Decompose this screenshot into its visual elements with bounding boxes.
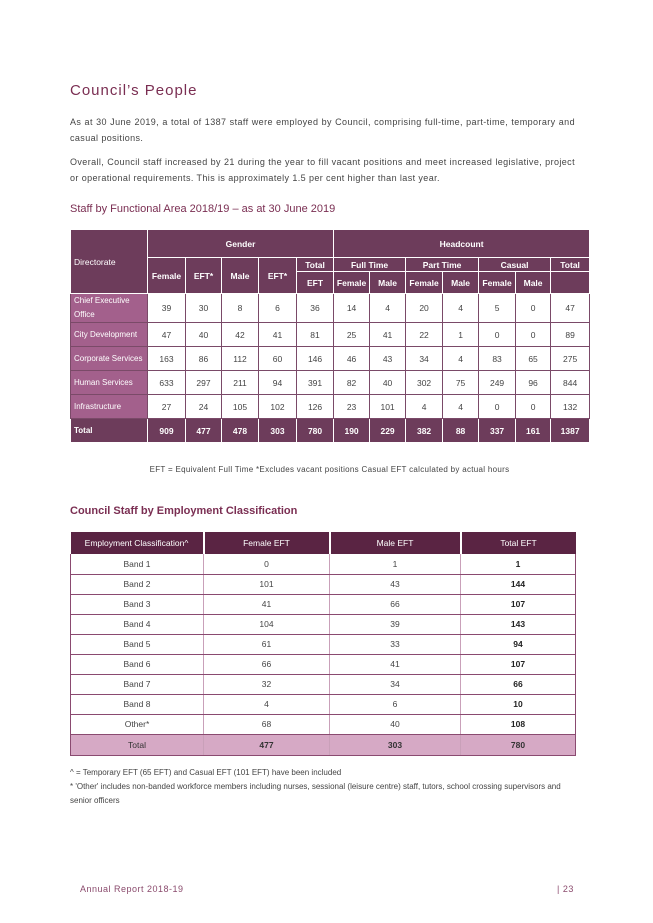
table-cell: 132 bbox=[551, 395, 590, 419]
table-cell: 126 bbox=[297, 395, 334, 419]
row-label: Infrastructure bbox=[71, 395, 148, 419]
table-cell: 41 bbox=[370, 323, 406, 347]
table-cell: Band 7 bbox=[71, 674, 204, 694]
table-cell: 96 bbox=[516, 371, 551, 395]
table-cell: 0 bbox=[479, 395, 516, 419]
table-cell: 20 bbox=[406, 294, 443, 323]
table-cell: 22 bbox=[406, 323, 443, 347]
table-cell: Band 2 bbox=[71, 574, 204, 594]
row-label: City Development bbox=[71, 323, 148, 347]
table-row bbox=[71, 323, 590, 347]
total-cell: 780 bbox=[461, 734, 576, 755]
female-eft-header: EFT* bbox=[186, 258, 222, 294]
table-cell: Band 3 bbox=[71, 594, 204, 614]
table-cell: 1 bbox=[330, 554, 461, 574]
table-row bbox=[71, 614, 576, 634]
casual-female-header: Female bbox=[479, 272, 516, 294]
table-cell: 81 bbox=[297, 323, 334, 347]
table-cell: 32 bbox=[204, 674, 330, 694]
table-cell: 47 bbox=[551, 294, 590, 323]
table-cell: 25 bbox=[334, 323, 370, 347]
total-label: Total bbox=[71, 419, 148, 443]
table-cell: 6 bbox=[259, 294, 297, 323]
table-cell: 42 bbox=[222, 323, 259, 347]
table-cell: 4 bbox=[406, 395, 443, 419]
table-cell: 0 bbox=[516, 323, 551, 347]
total-cell: 1387 bbox=[551, 419, 590, 443]
table-cell: Band 8 bbox=[71, 694, 204, 714]
table-cell: 633 bbox=[148, 371, 186, 395]
total-cell: 303 bbox=[259, 419, 297, 443]
table-cell: 66 bbox=[330, 594, 461, 614]
table-row bbox=[71, 714, 576, 734]
table-cell: 143 bbox=[461, 614, 576, 634]
ft-male-header: Male bbox=[370, 272, 406, 294]
table-cell: 211 bbox=[222, 371, 259, 395]
table-row bbox=[71, 654, 576, 674]
table-cell: 94 bbox=[461, 634, 576, 654]
table-row bbox=[71, 554, 576, 574]
table-cell: 1 bbox=[443, 323, 479, 347]
casual-header: Casual bbox=[479, 258, 551, 272]
table-row bbox=[71, 594, 576, 614]
table-cell: 14 bbox=[334, 294, 370, 323]
functional-area-table bbox=[70, 229, 590, 443]
table-row bbox=[71, 294, 590, 323]
female-header: Female bbox=[148, 258, 186, 294]
total-cell: 909 bbox=[148, 419, 186, 443]
table-cell: 34 bbox=[406, 347, 443, 371]
footnote-2: * 'Other' includes non-banded workforce members including nurses, sessional (leisure centre) staff, tutors, school crossing supervisors and senior officers bbox=[70, 782, 561, 805]
table-cell: 107 bbox=[461, 594, 576, 614]
table-cell: 1 bbox=[461, 554, 576, 574]
table-cell: 34 bbox=[330, 674, 461, 694]
table-cell: 41 bbox=[259, 323, 297, 347]
row-label: Corporate Services bbox=[71, 347, 148, 371]
table-cell: 249 bbox=[479, 371, 516, 395]
table-cell: 146 bbox=[297, 347, 334, 371]
table-cell: 0 bbox=[479, 323, 516, 347]
table-row bbox=[71, 371, 590, 395]
total-cell: 477 bbox=[204, 734, 330, 755]
table-cell: 112 bbox=[222, 347, 259, 371]
table1-heading: Staff by Functional Area 2018/19 – as at 30 June 2019 bbox=[70, 203, 336, 215]
table-cell: 4 bbox=[443, 347, 479, 371]
total-cell: Total bbox=[71, 734, 204, 755]
table2-heading: Council Staff by Employment Classification bbox=[70, 505, 298, 517]
total-cell: 382 bbox=[406, 419, 443, 443]
table-cell: 391 bbox=[297, 371, 334, 395]
row-label: Chief Executive Office bbox=[71, 294, 148, 323]
table-cell: 302 bbox=[406, 371, 443, 395]
casual-male-header: Male bbox=[516, 272, 551, 294]
table-cell: 108 bbox=[461, 714, 576, 734]
total-cell: 88 bbox=[443, 419, 479, 443]
table-cell: 10 bbox=[461, 694, 576, 714]
table-cell: Band 4 bbox=[71, 614, 204, 634]
male-header: Male bbox=[222, 258, 259, 294]
table-cell: 163 bbox=[148, 347, 186, 371]
directorate-header: Directorate bbox=[71, 230, 148, 294]
table-cell: 27 bbox=[148, 395, 186, 419]
table-cell: 46 bbox=[334, 347, 370, 371]
table-cell: 60 bbox=[259, 347, 297, 371]
table-cell: 101 bbox=[204, 574, 330, 594]
table-cell: 89 bbox=[551, 323, 590, 347]
table-cell: 0 bbox=[516, 294, 551, 323]
table-cell: 844 bbox=[551, 371, 590, 395]
footer-page-number: | 23 bbox=[557, 884, 574, 894]
table-cell: 144 bbox=[461, 574, 576, 594]
table-cell: 4 bbox=[443, 395, 479, 419]
table-cell: 40 bbox=[330, 714, 461, 734]
page-title: Council’s People bbox=[70, 82, 198, 99]
table-cell: 5 bbox=[479, 294, 516, 323]
row-label: Human Services bbox=[71, 371, 148, 395]
table-cell: 43 bbox=[330, 574, 461, 594]
table-cell: Band 6 bbox=[71, 654, 204, 674]
table-cell: 94 bbox=[259, 371, 297, 395]
table-cell: 39 bbox=[330, 614, 461, 634]
table-cell: Band 1 bbox=[71, 554, 204, 574]
table-row bbox=[71, 574, 576, 594]
female-eft-col-header: Female EFT bbox=[204, 532, 330, 554]
table-cell: 8 bbox=[222, 294, 259, 323]
table-cell: 43 bbox=[370, 347, 406, 371]
table-cell: 0 bbox=[516, 395, 551, 419]
table-cell: 4 bbox=[443, 294, 479, 323]
male-eft-header: EFT* bbox=[259, 258, 297, 294]
headcount-total-blank bbox=[551, 272, 590, 294]
table-cell: Other* bbox=[71, 714, 204, 734]
table-cell: 65 bbox=[516, 347, 551, 371]
total-row bbox=[71, 734, 576, 755]
table-cell: 30 bbox=[186, 294, 222, 323]
total-eft-header: EFT bbox=[297, 272, 334, 294]
pt-female-header: Female bbox=[406, 272, 443, 294]
table-cell: 41 bbox=[204, 594, 330, 614]
table-row bbox=[71, 674, 576, 694]
table-row bbox=[71, 634, 576, 654]
total-cell: 229 bbox=[370, 419, 406, 443]
total-header: Total bbox=[297, 258, 334, 272]
pt-male-header: Male bbox=[443, 272, 479, 294]
table-cell: 33 bbox=[330, 634, 461, 654]
table-row bbox=[71, 395, 590, 419]
table-cell: 4 bbox=[204, 694, 330, 714]
table-row bbox=[71, 694, 576, 714]
table-cell: 61 bbox=[204, 634, 330, 654]
headcount-total-header: Total bbox=[551, 258, 590, 272]
intro-paragraph-2: Overall, Council staff increased by 21 during the year to fill vacant positions and meet increased legislative, project or operational requirements. This is approximately 1.5 per cent higher than last year. bbox=[70, 157, 575, 183]
table-cell: 83 bbox=[479, 347, 516, 371]
table1-note: EFT = Equivalent Full Time *Excludes vacant positions Casual EFT calculated by actual hours bbox=[149, 465, 510, 474]
table-cell: 105 bbox=[222, 395, 259, 419]
total-cell: 477 bbox=[186, 419, 222, 443]
part-time-header: Part Time bbox=[406, 258, 479, 272]
full-time-header: Full Time bbox=[334, 258, 406, 272]
table-row bbox=[71, 347, 590, 371]
table-cell: 82 bbox=[334, 371, 370, 395]
table-cell: 75 bbox=[443, 371, 479, 395]
total-cell: 780 bbox=[297, 419, 334, 443]
intro-paragraph-1: As at 30 June 2019, a total of 1387 staff were employed by Council, comprising full-time, part-time, temporary and casual positions. bbox=[70, 117, 575, 143]
classification-header: Employment Classification^ bbox=[71, 532, 204, 554]
total-cell: 478 bbox=[222, 419, 259, 443]
headcount-header: Headcount bbox=[334, 230, 590, 258]
total-cell: 303 bbox=[330, 734, 461, 755]
table-cell: 24 bbox=[186, 395, 222, 419]
table-cell: 107 bbox=[461, 654, 576, 674]
male-eft-col-header: Male EFT bbox=[330, 532, 461, 554]
table-cell: 101 bbox=[370, 395, 406, 419]
table-cell: 47 bbox=[148, 323, 186, 347]
table-cell: 0 bbox=[204, 554, 330, 574]
table-cell: 66 bbox=[204, 654, 330, 674]
footnote-1: ^ = Temporary EFT (65 EFT) and Casual EFT (101 EFT) have been included bbox=[70, 768, 342, 777]
total-cell: 161 bbox=[516, 419, 551, 443]
total-cell: 190 bbox=[334, 419, 370, 443]
total-eft-col-header: Total EFT bbox=[461, 532, 576, 554]
total-cell: 337 bbox=[479, 419, 516, 443]
table-cell: 36 bbox=[297, 294, 334, 323]
table-cell: 68 bbox=[204, 714, 330, 734]
table-cell: 102 bbox=[259, 395, 297, 419]
table-cell: 4 bbox=[370, 294, 406, 323]
employment-classification-table bbox=[70, 532, 576, 756]
table-cell: 297 bbox=[186, 371, 222, 395]
total-row bbox=[71, 419, 590, 443]
table-cell: 275 bbox=[551, 347, 590, 371]
table-cell: 66 bbox=[461, 674, 576, 694]
table-cell: 41 bbox=[330, 654, 461, 674]
gender-header: Gender bbox=[148, 230, 334, 258]
ft-female-header: Female bbox=[334, 272, 370, 294]
table-cell: 40 bbox=[370, 371, 406, 395]
table-cell: 39 bbox=[148, 294, 186, 323]
table-cell: 23 bbox=[334, 395, 370, 419]
table-cell: 86 bbox=[186, 347, 222, 371]
table-cell: 40 bbox=[186, 323, 222, 347]
footer-report-title: Annual Report 2018-19 bbox=[80, 884, 184, 894]
table-cell: 104 bbox=[204, 614, 330, 634]
table-cell: 6 bbox=[330, 694, 461, 714]
table-cell: Band 5 bbox=[71, 634, 204, 654]
